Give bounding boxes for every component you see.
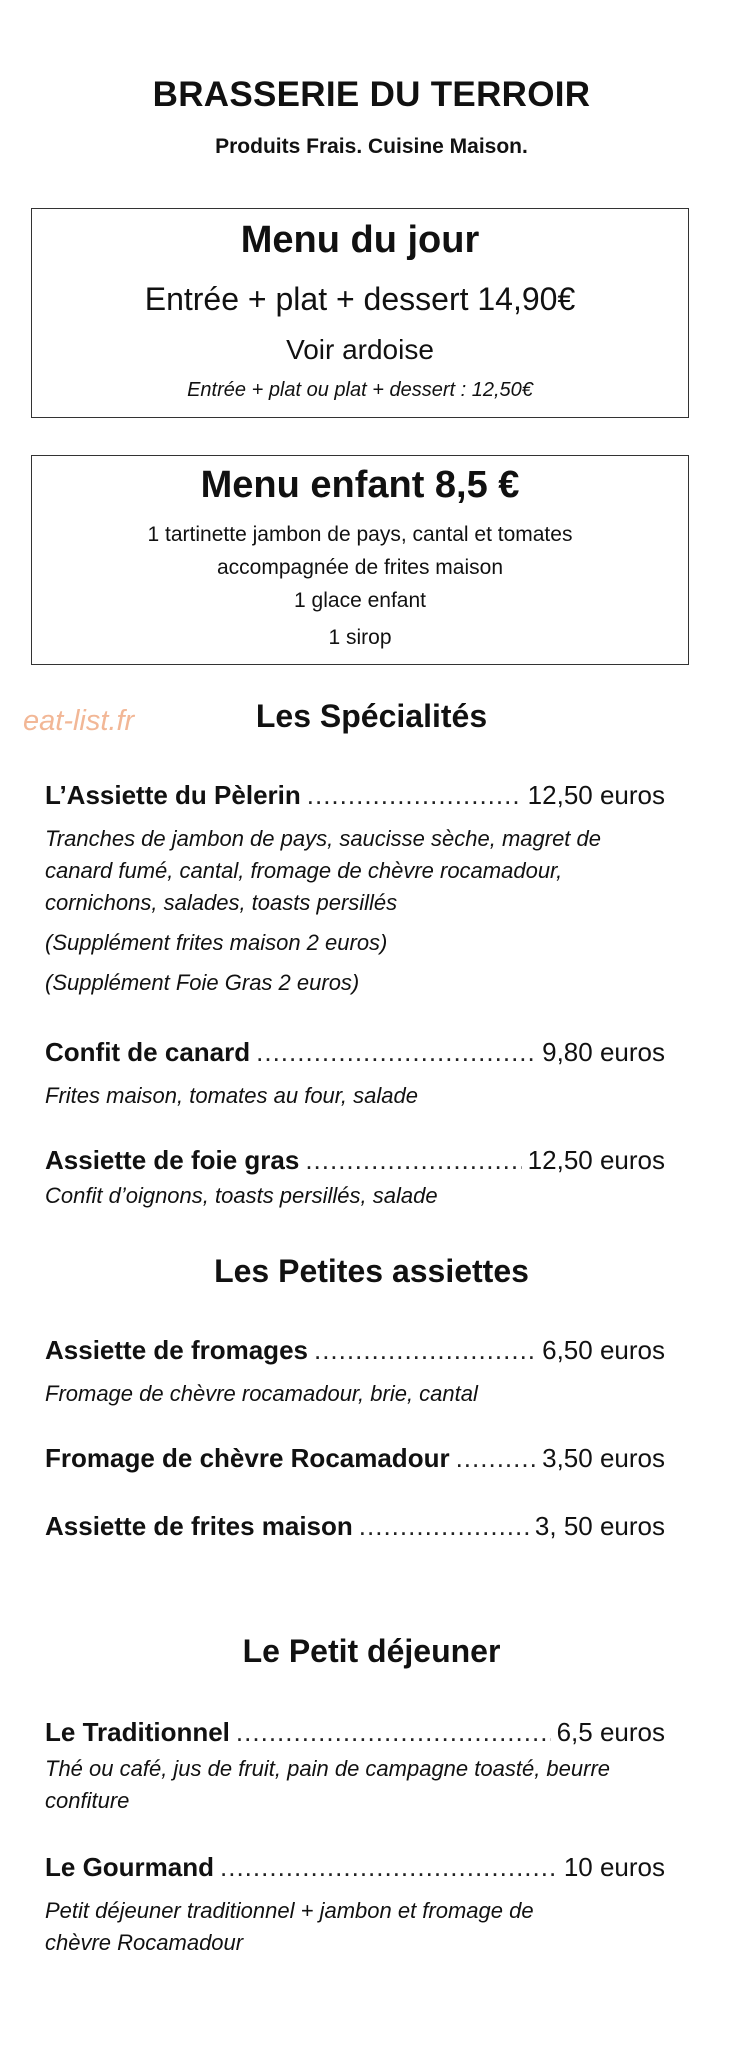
- menu-item-gourmand: [45, 1852, 665, 1883]
- section-title-petites-assiettes: Les Petites assiettes: [214, 1253, 529, 1289]
- item-description: [45, 1753, 685, 1817]
- menu-du-jour-price-line: Entrée + plat + dessert 14,90€: [144, 281, 576, 317]
- item-name: Assiette de fromages: [45, 1335, 308, 1365]
- menu-enfant-title: Menu enfant 8,5 €: [200, 464, 520, 506]
- menu-du-jour-box: [31, 208, 689, 418]
- item-name: Confit de canard: [45, 1037, 251, 1067]
- menu-item-frites-maison: [45, 1511, 665, 1542]
- menu-du-jour-ardoise: Voir ardoise: [286, 334, 434, 365]
- item-price: 12,50 euros: [527, 780, 665, 810]
- description-line: confiture: [45, 1788, 130, 1813]
- description-line: cornichons, salades, toasts persillés: [45, 890, 398, 915]
- description-line: Petit déjeuner traditionnel + jambon et fromage de: [45, 1898, 534, 1923]
- menu-item-foie-gras: [45, 1145, 665, 1176]
- item-description: Frites maison, tomates au four, salade: [45, 1083, 418, 1108]
- leader-dots: [236, 1717, 551, 1748]
- leader-dots: [314, 1335, 536, 1366]
- item-description: [45, 1895, 685, 1959]
- leader-dots: [359, 1511, 529, 1542]
- item-name: Fromage de chèvre Rocamadour: [45, 1443, 450, 1473]
- item-supplement: (Supplément Foie Gras 2 euros): [45, 970, 360, 995]
- description-line: canard fumé, cantal, fromage de chèvre rocamadour,: [45, 858, 563, 883]
- leader-dots: [256, 1037, 536, 1068]
- item-name: Le Gourmand: [45, 1852, 215, 1882]
- section-title-petit-dejeuner: Le Petit déjeuner: [242, 1633, 501, 1669]
- item-price: 12,50 euros: [527, 1145, 665, 1175]
- description-line: Thé ou café, jus de fruit, pain de campagne toasté, beurre: [45, 1756, 611, 1781]
- menu-enfant-line: 1 glace enfant: [294, 589, 426, 612]
- item-description: [45, 823, 685, 919]
- menu-item-assiette-pelerin: [45, 780, 665, 811]
- item-description: Confit d’oignons, toasts persillés, salade: [45, 1183, 438, 1208]
- item-name: Assiette de foie gras: [45, 1145, 300, 1175]
- item-price: 3,50 euros: [542, 1443, 665, 1473]
- leader-dots: [305, 1145, 521, 1176]
- leader-dots: [456, 1443, 537, 1474]
- menu-item-assiette-fromages: [45, 1335, 665, 1366]
- watermark: eat-list.fr: [23, 705, 135, 737]
- menu-enfant-line: accompagnée de frites maison: [217, 556, 503, 579]
- page-subtitle: Produits Frais. Cuisine Maison.: [215, 135, 528, 158]
- leader-dots: [220, 1852, 558, 1883]
- item-name: L’Assiette du Pèlerin: [45, 780, 301, 810]
- menu-du-jour-title: Menu du jour: [240, 219, 480, 261]
- item-description: Fromage de chèvre rocamadour, brie, cantal: [45, 1381, 478, 1406]
- section-title-specialites: Les Spécialités: [255, 698, 488, 734]
- item-price: 6,50 euros: [542, 1335, 665, 1365]
- leader-dots: [307, 780, 522, 811]
- menu-item-chevre-rocamadour: [45, 1443, 665, 1474]
- menu-enfant-line: 1 sirop: [328, 626, 392, 649]
- menu-item-traditionnel: [45, 1717, 665, 1748]
- item-name: Assiette de frites maison: [45, 1511, 353, 1541]
- item-price: 9,80 euros: [542, 1037, 665, 1067]
- item-name: Le Traditionnel: [45, 1717, 230, 1747]
- item-price: 3, 50 euros: [534, 1511, 665, 1541]
- item-price: 6,5 euros: [556, 1717, 665, 1747]
- menu-enfant-line: 1 tartinette jambon de pays, cantal et tomates: [147, 523, 573, 546]
- item-supplement: (Supplément frites maison 2 euros): [45, 930, 388, 955]
- description-line: chèvre Rocamadour: [45, 1930, 244, 1955]
- menu-item-confit-canard: [45, 1037, 665, 1068]
- menu-du-jour-alt-price: Entrée + plat ou plat + dessert : 12,50€: [187, 379, 533, 401]
- item-price: 10 euros: [563, 1852, 665, 1882]
- menu-enfant-box: [31, 455, 689, 665]
- page-title: BRASSERIE DU TERROIR: [152, 75, 591, 114]
- description-line: Tranches de jambon de pays, saucisse sèche, magret de: [45, 826, 602, 851]
